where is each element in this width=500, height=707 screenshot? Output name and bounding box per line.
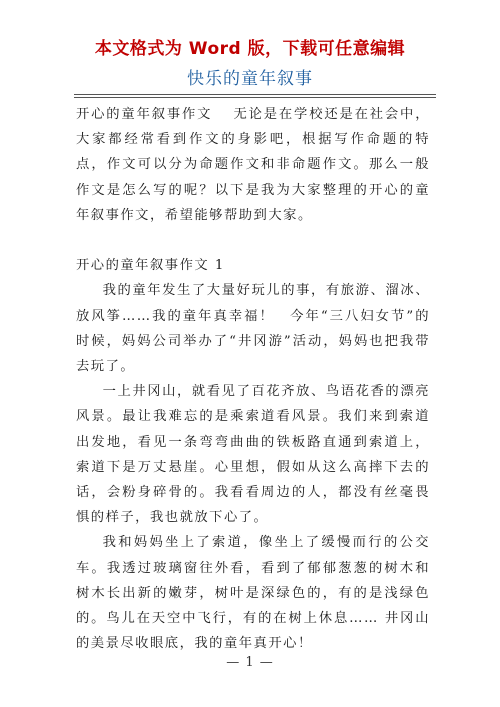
document-body <box>76 102 430 656</box>
paragraph-spacer <box>76 228 430 253</box>
title-rule-bottom <box>74 97 436 98</box>
page-number: — 1 — <box>226 655 274 670</box>
document-title: 快乐的童年叙事 <box>187 69 313 89</box>
body-paragraph-1: 我的童年发生了大量好玩儿的事，有旅游、溜冰、放风筝……我的童年真幸福！ 今年“三八妇女节”的时候，妈妈公司举办了“井冈游”活动，妈妈也把我带去玩了。 <box>76 283 430 375</box>
section-heading: 开心的童年叙事作文 1 <box>76 258 225 274</box>
intro-paragraph: 开心的童年叙事作文 无论是在学校还是在社会中，大家都经常看到作文的身影吧，根据写作命题的特点，作文可以分为命题作文和非命题作文。那么一般作文是怎么写的呢？以下是我为大家整理的开心的童年叙事作文，希望能够帮助到大家。 <box>76 107 430 223</box>
body-paragraph-3: 我和妈妈坐上了索道，像坐上了缓慢而行的公交车。我透过玻璃窗往外看，看到了郁郁葱葱的树木和树木长出新的嫩芽，树叶是深绿色的，有的是浅绿色的。鸟儿在天空中飞行，有的在树上休息…… 井冈山的美景尽收眼底，我的童年真开心！ <box>76 535 430 652</box>
body-paragraph-2: 一上井冈山，就看见了百花齐放、鸟语花香的漂亮风景。最让我难忘的是乘索道看风景。我们来到索道出发地，看见一条弯弯曲曲的铁板路直通到索道上，索道下是万丈悬崖。心里想，假如从这么高摔下去的话，会粉身碎骨的。我看看周边的人，都没有丝毫畏惧的样子，我也就放下心了。 <box>76 384 430 526</box>
format-banner: 本文格式为 Word 版，下载可任意编辑 <box>94 39 406 59</box>
title-rule-top <box>74 94 436 95</box>
